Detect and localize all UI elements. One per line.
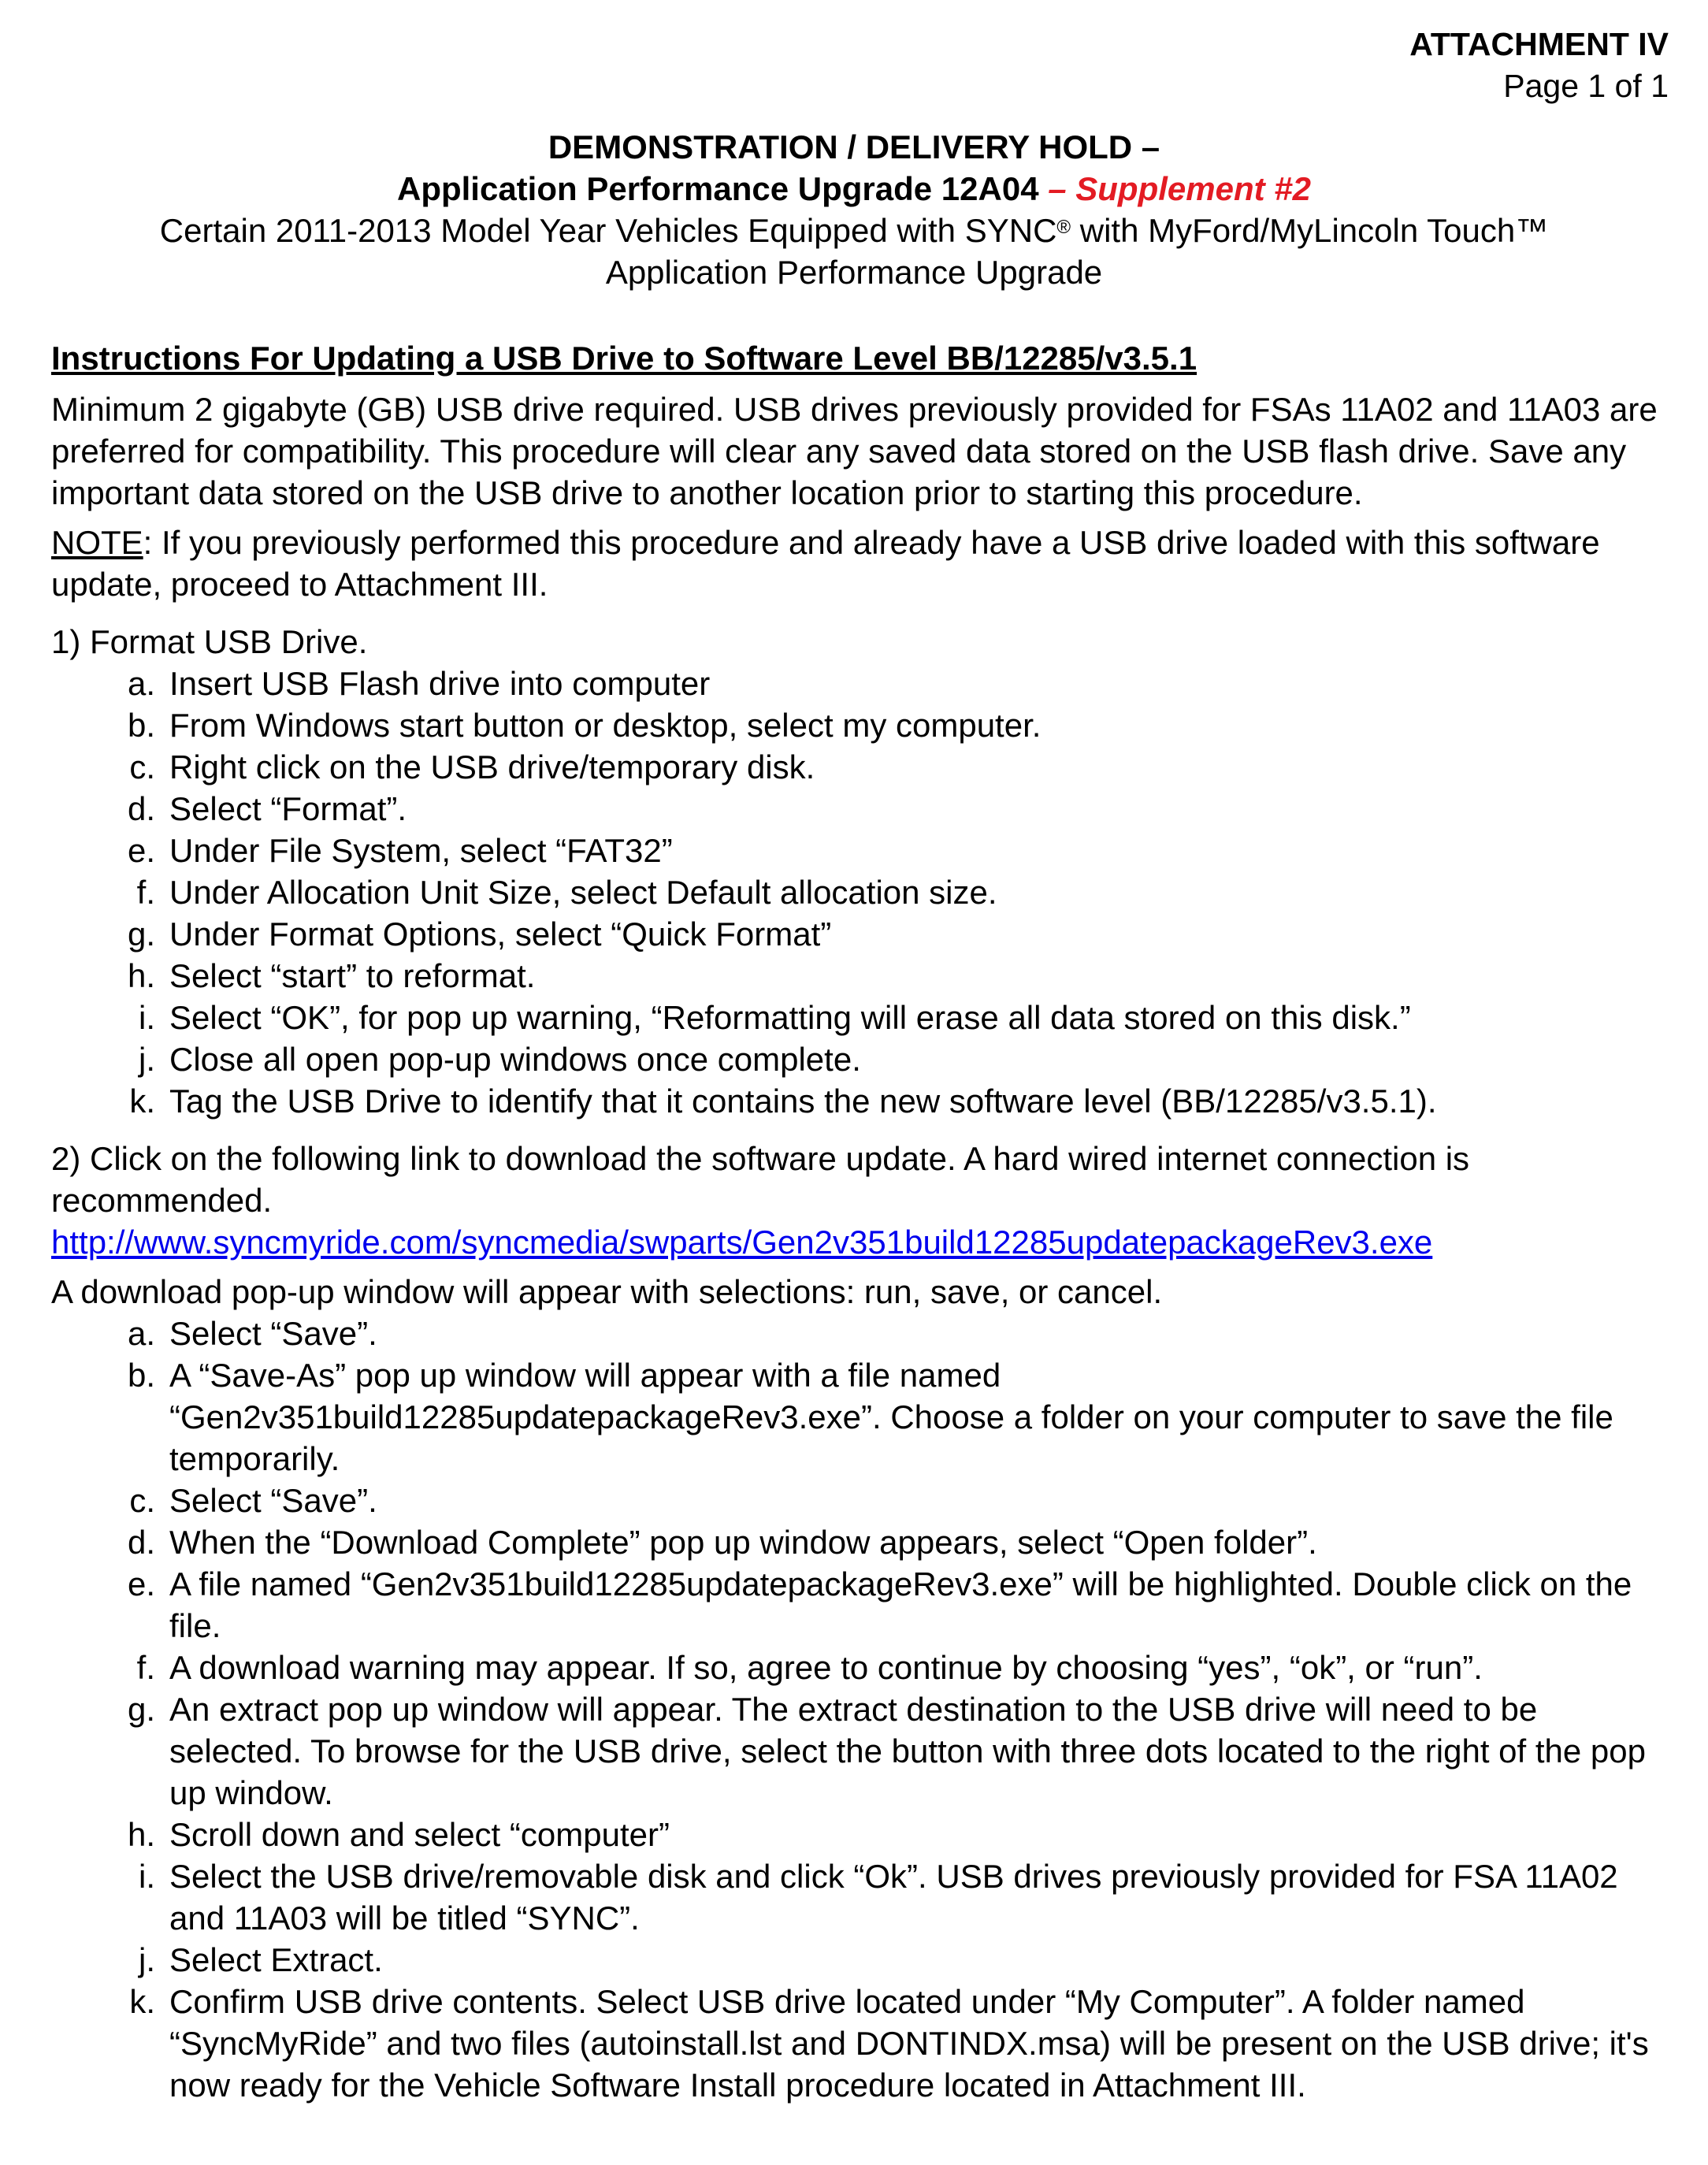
- list-item-text: A download warning may appear. If so, agree to continue by choosing “yes”, “ok”, or “run”.: [169, 1649, 1483, 1686]
- list-marker: b.: [127, 1357, 155, 1394]
- list-item-text: Select “Save”.: [169, 1315, 377, 1352]
- header-vehicles-text: Certain 2011-2013 Model Year Vehicles Equipped with SYNC: [159, 212, 1057, 249]
- step-2-item: [51, 1855, 1669, 1939]
- step-1-item: [51, 746, 1669, 788]
- list-marker: e.: [127, 1565, 155, 1602]
- list-item-text: Select “Save”.: [169, 1482, 377, 1519]
- step-2-item: [51, 1688, 1669, 1814]
- attachment-label: ATTACHMENT IV: [1409, 26, 1669, 62]
- list-item-text: Select “OK”, for pop up warning, “Reformatting will erase all data stored on this disk.”: [169, 999, 1411, 1036]
- step-1-item: [51, 997, 1669, 1038]
- page-number: Page 1 of 1: [1503, 68, 1669, 104]
- step-2-item: [51, 1354, 1669, 1480]
- list-marker: k.: [129, 1983, 155, 2020]
- list-marker: d.: [127, 790, 155, 827]
- list-item-text: Insert USB Flash drive into computer: [169, 665, 711, 702]
- header-line-3: [0, 210, 1708, 251]
- list-item-text: Close all open pop-up windows once complete.: [169, 1041, 861, 1078]
- section-title: Instructions For Updating a USB Drive to Software Level BB/12285/v3.5.1: [51, 340, 1197, 377]
- header-touch-text: with MyFord/MyLincoln Touch™: [1071, 212, 1549, 249]
- step-2-item: [51, 1647, 1669, 1688]
- list-item-text: A “Save-As” pop up window will appear with a file named “Gen2v351build12285updatepackageRev3.exe”. Choose a folder on your computer to save the file temporarily.: [169, 1357, 1613, 1477]
- step-2-item: [51, 1313, 1669, 1354]
- list-marker: h.: [127, 957, 155, 994]
- step-1-item: [51, 913, 1669, 955]
- list-marker: g.: [127, 915, 155, 953]
- list-marker: f.: [136, 1649, 155, 1686]
- document-body: [51, 337, 1669, 2106]
- list-item-text: Under Format Options, select “Quick Format”: [169, 915, 832, 953]
- list-item-text: Tag the USB Drive to identify that it contains the new software level (BB/12285/v3.5.1).: [169, 1082, 1437, 1120]
- note-label: NOTE: [51, 524, 143, 561]
- step-1-list: [51, 663, 1669, 1122]
- list-item-text: Confirm USB drive contents. Select USB drive located under “My Computer”. A folder named “SyncMyRide” and two files (autoinstall.lst and DONTINDX.msa) will be present on the USB drive; it's now ready for the Vehicle Software Install procedure located in Attachment III.: [169, 1983, 1649, 2104]
- download-popup-text: A download pop-up window will appear with selections: run, save, or cancel.: [51, 1273, 1163, 1310]
- list-marker: c.: [129, 1482, 155, 1519]
- download-link-line: [51, 1221, 1669, 1263]
- list-item-text: An extract pop up window will appear. The extract destination to the USB drive will need to be selected. To browse for the USB drive, select the button with three dots located to the right of the pop up window.: [169, 1691, 1646, 1811]
- list-item-text: Under File System, select “FAT32”: [169, 832, 673, 869]
- step-1-title: 1) Format USB Drive.: [51, 623, 368, 660]
- list-marker: c.: [129, 748, 155, 785]
- list-marker: k.: [129, 1082, 155, 1120]
- list-item-text: Select “Format”.: [169, 790, 407, 827]
- step-1-item: [51, 788, 1669, 830]
- step-2-item: [51, 1981, 1669, 2106]
- list-marker: i.: [139, 1858, 155, 1895]
- list-item-text: Select Extract.: [169, 1941, 383, 1978]
- attachment-label-block: [1409, 24, 1669, 107]
- header-line-2: [0, 168, 1708, 210]
- download-link[interactable]: http://www.syncmyride.com/syncmedia/swparts/Gen2v351build12285updatepackageRev3.exe: [51, 1224, 1433, 1261]
- header-line-4: Application Performance Upgrade: [605, 254, 1103, 291]
- step-1-item: [51, 955, 1669, 997]
- step-1-item: [51, 1080, 1669, 1122]
- step-2-item: [51, 1521, 1669, 1563]
- list-marker: a.: [127, 665, 155, 702]
- header-upgrade-title: Application Performance Upgrade 12A04: [396, 170, 1039, 207]
- step-2-item: [51, 1563, 1669, 1647]
- step-1-item: [51, 830, 1669, 871]
- supplement-label: – Supplement #2: [1038, 170, 1311, 207]
- list-marker: h.: [127, 1816, 155, 1853]
- list-item-text: Select “start” to reformat.: [169, 957, 536, 994]
- list-item-text: When the “Download Complete” pop up window appears, select “Open folder”.: [169, 1524, 1317, 1561]
- list-item-text: Under Allocation Unit Size, select Default allocation size.: [169, 874, 997, 911]
- header-line-1: DEMONSTRATION / DELIVERY HOLD –: [548, 128, 1160, 165]
- step-1-item: [51, 704, 1669, 746]
- document-header: [0, 126, 1708, 293]
- list-item-text: Right click on the USB drive/temporary disk.: [169, 748, 815, 785]
- list-marker: a.: [127, 1315, 155, 1352]
- note-text: : If you previously performed this procedure and already have a USB drive loaded with this software update, proceed to Attachment III.: [51, 524, 1600, 603]
- step-2-list: [51, 1313, 1669, 2106]
- step-1-item: [51, 663, 1669, 704]
- list-item-text: Select the USB drive/removable disk and click “Ok”. USB drives previously provided for FSA 11A02 and 11A03 will be titled “SYNC”.: [169, 1858, 1618, 1937]
- list-marker: j.: [139, 1041, 155, 1078]
- step-2-title: 2) Click on the following link to download the software update. A hard wired internet connection is recommended.: [51, 1140, 1470, 1219]
- list-marker: d.: [127, 1524, 155, 1561]
- step-2-item: [51, 1814, 1669, 1855]
- list-marker: e.: [127, 832, 155, 869]
- step-1-item: [51, 1038, 1669, 1080]
- step-1-item: [51, 871, 1669, 913]
- list-item-text: From Windows start button or desktop, select my computer.: [169, 707, 1042, 744]
- registered-mark: ®: [1056, 217, 1071, 238]
- intro-paragraph: Minimum 2 gigabyte (GB) USB drive required. USB drives previously provided for FSAs 11A02 and 11A03 are preferred for compatibility. This procedure will clear any saved data stored on the USB flash drive. Save any important data stored on the USB drive to another location prior to starting this procedure.: [51, 391, 1658, 511]
- note-paragraph: [51, 522, 1669, 605]
- step-2-item: [51, 1480, 1669, 1521]
- list-item-text: A file named “Gen2v351build12285updatepackageRev3.exe” will be highlighted. Double click on the file.: [169, 1565, 1632, 1644]
- step-2-item: [51, 1939, 1669, 1981]
- list-marker: b.: [127, 707, 155, 744]
- list-item-text: Scroll down and select “computer”: [169, 1816, 670, 1853]
- list-marker: f.: [136, 874, 155, 911]
- list-marker: j.: [139, 1941, 155, 1978]
- list-marker: g.: [127, 1691, 155, 1728]
- list-marker: i.: [139, 999, 155, 1036]
